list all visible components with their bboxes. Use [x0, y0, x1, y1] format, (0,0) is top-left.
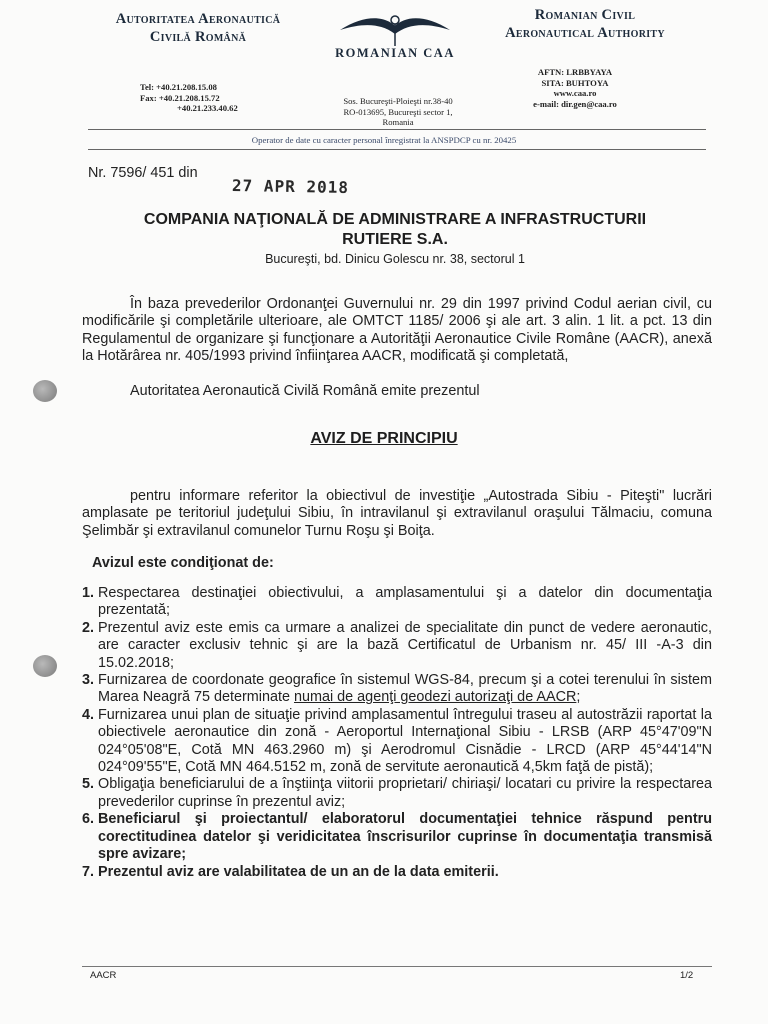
fax2-line: +40.21.233.40.62	[177, 103, 238, 113]
contact-electronic	[510, 67, 640, 109]
contact-phones	[140, 82, 290, 114]
condition-item: 6. Beneficiarul şi proiectantul/ elaboratorul documentaţiei tehnice răspund pentru corectitudinea datelor şi veridicitatea înscrisurilor cuprinse în documentaţia transmisă spre avizare;	[82, 811, 712, 863]
web-link[interactable]: www.caa.ro	[553, 88, 597, 98]
operator-line: Operator de date cu caracter personal înregistrat la ANSPDCP cu nr. 20425	[251, 135, 517, 145]
aftn-line: AFTN: LRBBYAYA	[537, 67, 613, 77]
tel-line: Tel: +40.21.208.15.08	[140, 82, 217, 92]
underlined-phrase: numai de agenţi geodezi autorizaţi de AACR	[293, 689, 577, 706]
footer-rule	[82, 966, 712, 967]
punch-hole-top	[33, 380, 57, 402]
condition-item: 2. Prezentul aviz este emis ca urmare a analizei de specialitate din punct de vedere aeronautic, are caracter exclusiv tehnic şi are la bază Certificatul de Urbanism nr. 45/ III -A-3 din 15.02.2018;	[82, 619, 712, 671]
header-rule-bottom	[88, 149, 706, 150]
sita-line: SITA: BUHTOYA	[541, 77, 609, 88]
wings-emblem-icon	[330, 8, 460, 48]
header-left-title: Autoritatea Aeronautică Civilă Română	[115, 11, 281, 45]
caa-logo	[330, 8, 460, 63]
email-link[interactable]: e-mail: dir.gen@caa.ro	[533, 98, 617, 109]
condition-item: 1. Respectarea destinaţiei obiectivului, a amplasamentului şi a datelor din documentaţia prezentată;	[82, 585, 712, 619]
punch-hole-bottom	[33, 655, 57, 677]
conditions-heading: Avizul este condiţionat de:	[92, 555, 274, 571]
address-block: Sos. Bucureşti-Ploieşti nr.38-40 RO-013695, Bucureşti sector 1, Romania	[343, 96, 453, 127]
condition-item: 5. Obligaţia beneficiarului de a înştiinţa viitorii proprietari/ chiriaşi/ locatari cu privire la respectarea prevederilor cuprinse în prezentul aviz;	[82, 776, 712, 810]
header-right-title: Romanian Civil Aeronautical Authority	[505, 7, 665, 41]
conditions-list	[82, 585, 712, 881]
header-rule-top	[88, 129, 706, 130]
footer-left: AACR	[90, 970, 117, 981]
logo-text: ROMANIAN CAA	[335, 46, 455, 60]
recipient-name: COMPANIA NAŢIONALĂ DE ADMINISTRARE A INFRASTRUCTURII RUTIERE S.A.	[143, 211, 647, 248]
condition-item: 4. Furnizarea unui plan de situaţie privind amplasamentul întregului traseu al autostrăzii raportat la obiectivele aeronautice din zonă - Aeroportul Internaţional Sibiu - LRSB (ARP 45°47'09"N 024°05'08"E, Cotă MN 463.2960 m) şi Aerodromul Cisnădie - LRCD (ARP 45°44'14"N 024°09'55"E, Cotă MN 464.5152 m, zonă de servitute aeronautică 4,5km faţă de pistă);	[82, 706, 712, 776]
document-title: AVIZ DE PRINCIPIU	[310, 430, 458, 447]
condition-item: 3. Furnizarea de coordonate geografice în sistemul WGS-84, precum şi a cotei terenului în sistem Marea Neagră 75 determinate numai de agenţi geodezi autorizaţi de AACR;	[82, 672, 712, 706]
fax-line: Fax: +40.21.208.15.72	[140, 92, 220, 103]
intro-paragraph: În baza prevederilor Ordonanţei Guvernului nr. 29 din 1997 privind Codul aerian civil, cu modificările şi completările ulterioare, ale OMTCT 1185/ 2006 şi ale art. 3 alin. 1 lit. a pct. 13 din Regulamentul de organizare şi funcţionare a Autorităţii Aeronautice Civile Române (AACR), anexă la Hotărârea nr. 405/1993 privind înfiinţarea AACR, modificată şi completată,	[82, 296, 712, 365]
page-number: 1/2	[680, 970, 694, 981]
date-stamp: 27 APR 2018	[231, 175, 350, 198]
intro-emits: Autoritatea Aeronautică Civilă Română emite prezentul	[130, 383, 480, 399]
purpose-paragraph: pentru informare referitor la obiectivul de investiţie „Autostrada Sibiu - Piteşti" lucrări amplasate pe teritoriul judeţului Sibiu, în intravilanul şi extravilanul oraşului Tălmaciu, comuna Şelimbăr şi extravilanul comunelor Turnu Roşu şi Boiţa.	[82, 488, 712, 539]
condition-item: 7. Prezentul aviz are valabilitatea de un an de la data emiterii.	[82, 863, 499, 880]
recipient-address: Bucureşti, bd. Dinicu Golescu nr. 38, sectorul 1	[265, 252, 525, 266]
reference-number: Nr. 7596/ 451 din	[88, 165, 198, 181]
